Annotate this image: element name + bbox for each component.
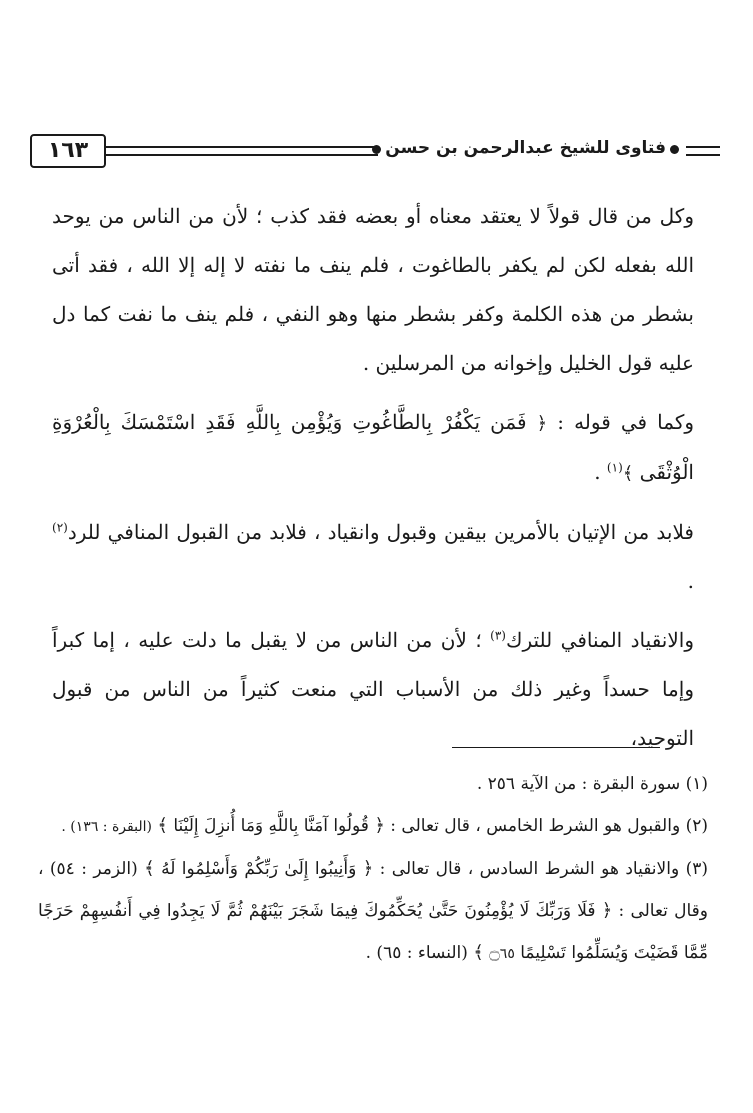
paragraph-4-text-b: ؛ لأن من الناس من لا يقبل ما دلت عليه ، إما كبراً وإما حسداً وغير ذلك من الأسباب التي منعت كثيراً من الناس من قبول التوحيد، bbox=[52, 628, 694, 750]
page-number: ١٦٣ bbox=[30, 134, 106, 168]
ornate-bracket-close: ﴾ bbox=[157, 815, 168, 836]
paragraph-4 bbox=[52, 616, 694, 763]
quran-verse: فَلَا وَرَبِّكَ لَا يُؤْمِنُونَ حَتَّىٰ يُحَكِّمُوكَ فِيمَا شَجَرَ بَيْنَهُمْ ثُمَّ لَا يَجِدُوا فِي أَنفُسِهِمْ حَرَجًا مِّمَّا قَضَيْتَ وَيُسَلِّمُوا تَسْلِيمًا bbox=[38, 901, 708, 963]
header-rule-right bbox=[686, 146, 720, 156]
paragraph-2-intro: وكما في قوله : bbox=[557, 410, 695, 434]
footnote-3-text: (٣) والانقياد هو الشرط السادس ، قال تعالى : bbox=[379, 859, 708, 879]
quran-verse: فَمَن يَكْفُرْ بِالطَّاغُوتِ وَيُؤْمِن بِاللَّهِ فَقَدِ اسْتَمْسَكَ بِالْعُرْوَةِ الْوُثْقَى bbox=[52, 410, 694, 484]
paragraph-3-text: فلابد من الإتيان بالأمرين بيقين وقبول وانقياد ، فلابد من القبول المنافي للرد bbox=[67, 520, 694, 544]
ornate-bracket-open: ﴿ bbox=[601, 900, 613, 921]
bullet-icon bbox=[372, 145, 381, 154]
quran-verse: وَأَنِيبُوا إِلَىٰ رَبِّكُمْ وَأَسْلِمُوا لَهُ bbox=[161, 859, 357, 879]
ornate-bracket-close: ﴾ bbox=[473, 942, 484, 963]
paragraph-1: وكل من قال قولاً لا يعتقد معناه أو بعضه فقد كذب ؛ لأن من الناس من يوحد الله بفعله لكن لم يكفر بالطاغوت ، فلم ينف ما نفته لا إله إلا الله ، فقد أتى بشطر من هذه الكلمة وكفر بشطر منها وهو النفي ، فلم ينف ما نفت كما دل عليه قول الخليل وإخوانه من المرسلين . bbox=[52, 204, 694, 375]
footnote-ref-3: (٣) bbox=[490, 628, 506, 643]
ayah-marker-icon: ۝٦٥ bbox=[489, 942, 515, 963]
paragraph-3: فلابد من الإتيان بالأمرين بيقين وقبول وانقياد ، فلابد من القبول المنافي للرد$^{(٢)}$ . bbox=[52, 520, 694, 593]
page-header bbox=[30, 128, 720, 168]
paragraph-2: وكما في قوله : ﴿ فَمَن يَكْفُرْ بِالطَّاغُوتِ وَيُؤْمِن بِاللَّهِ فَقَدِ اسْتَمْسَكَ بِالْعُرْوَةِ الْوُثْقَى ﴾$^{(١)}$ . bbox=[52, 410, 695, 484]
verse-reference: (البقرة : ١٣٦) . bbox=[61, 819, 152, 835]
footnote-2 bbox=[38, 805, 708, 848]
footnote-3 bbox=[38, 848, 708, 975]
footnote-divider bbox=[452, 747, 660, 748]
quran-verse: قُولُوا آمَنَّا بِاللَّهِ وَمَا أُنزِلَ إِلَيْنَا bbox=[173, 816, 369, 836]
paragraph-4-text-a: والانقياد المنافي للترك bbox=[505, 628, 694, 652]
ornate-bracket-open: ﴿ bbox=[374, 815, 385, 836]
running-title: فتاوى للشيخ عبدالرحمن بن حسن bbox=[385, 138, 666, 158]
main-text bbox=[52, 192, 694, 763]
footnote-2-text: (٢) والقبول هو الشرط الخامس ، قال تعالى : bbox=[390, 816, 708, 836]
footnote-ref-1: (١) bbox=[606, 460, 623, 475]
footnote-1: (١) سورة البقرة : من الآية ٢٥٦ . bbox=[476, 774, 708, 794]
ornate-bracket-close: ﴾ bbox=[622, 463, 634, 484]
ornate-bracket-close: ﴾ bbox=[144, 858, 155, 879]
header-rule-left bbox=[106, 146, 378, 156]
verse-reference: (الزمر : ٥٤) ، وقال تعالى : bbox=[38, 859, 708, 921]
footnote-ref-2: (٢) bbox=[52, 520, 68, 535]
ornate-bracket-open: ﴿ bbox=[536, 413, 548, 434]
bullet-icon bbox=[670, 145, 679, 154]
ornate-bracket-open: ﴿ bbox=[362, 858, 374, 879]
verse-reference: (النساء : ٦٥) . bbox=[365, 943, 468, 963]
footnotes bbox=[38, 764, 708, 975]
